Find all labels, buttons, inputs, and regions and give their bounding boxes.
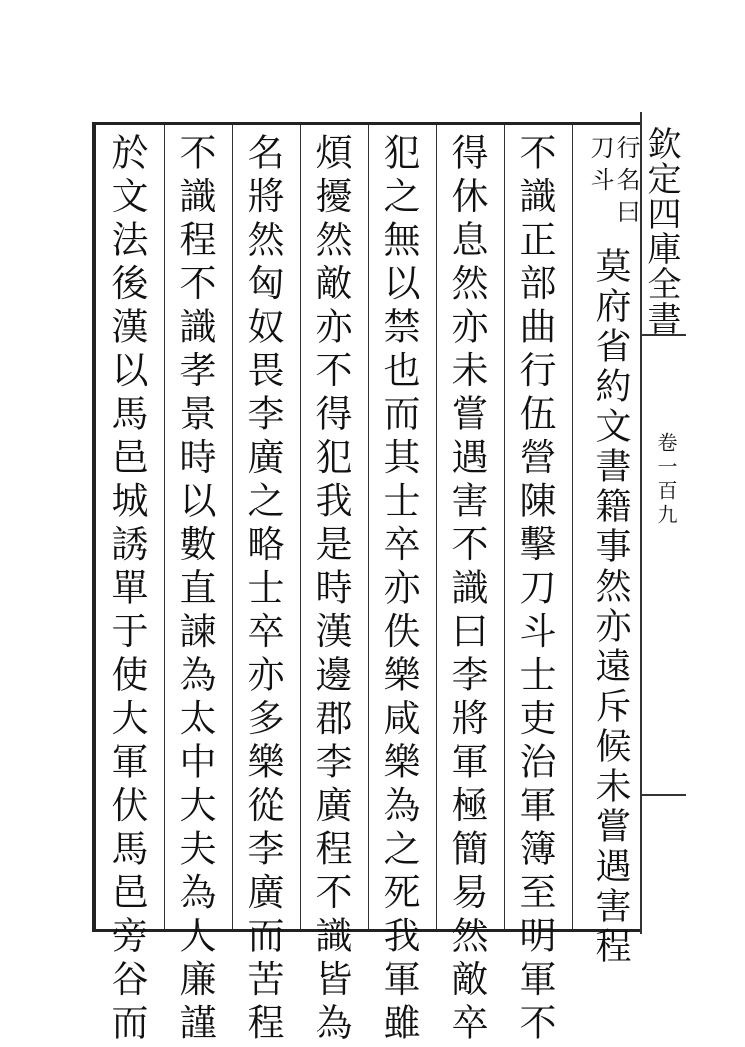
text-column-2: 不識正部曲行伍營陳擊刀斗士吏治軍簿至明軍不 [513, 133, 556, 1047]
column-rule [504, 125, 505, 929]
column-rule [164, 125, 165, 929]
text-column-6: 名將然匈奴畏李廣之略士卒亦多樂從李廣而苦程 [241, 133, 284, 1047]
column-rule [300, 125, 301, 929]
column-rule [436, 125, 437, 929]
text-column-8: 於文法後漢以馬邑城誘單于使大軍伏馬邑旁谷而 [105, 133, 148, 1047]
text-column-4: 犯之無以禁也而其士卒亦佚樂咸樂為之死我軍雖 [377, 133, 420, 1047]
margin-divider [640, 334, 686, 336]
text-column-1: 莫府省約文書籍事然亦遠斥候未嘗遇害程 [590, 247, 631, 967]
text-column-5: 煩擾然敵亦不得犯我是時漢邊郡李廣程不識皆為 [309, 133, 352, 1047]
annotation-line: 刀斗 [586, 135, 614, 199]
column-rule [368, 125, 369, 929]
annotation-line: 行名曰 [612, 135, 640, 231]
column-rule [232, 125, 233, 929]
text-column-7: 不識程不識孝景時以數直諫為太中大夫為人廉謹 [173, 133, 216, 1047]
book-title: 欽定四庫全書 [641, 126, 681, 336]
margin-divider [640, 794, 686, 796]
column-rule [572, 125, 573, 929]
volume-label: 卷一百九 [654, 432, 678, 528]
text-block [92, 122, 640, 1047]
text-column-3: 得休息然亦未嘗遇害不識曰李將軍極簡易然敵卒 [445, 133, 488, 1047]
page-margin [640, 112, 686, 934]
